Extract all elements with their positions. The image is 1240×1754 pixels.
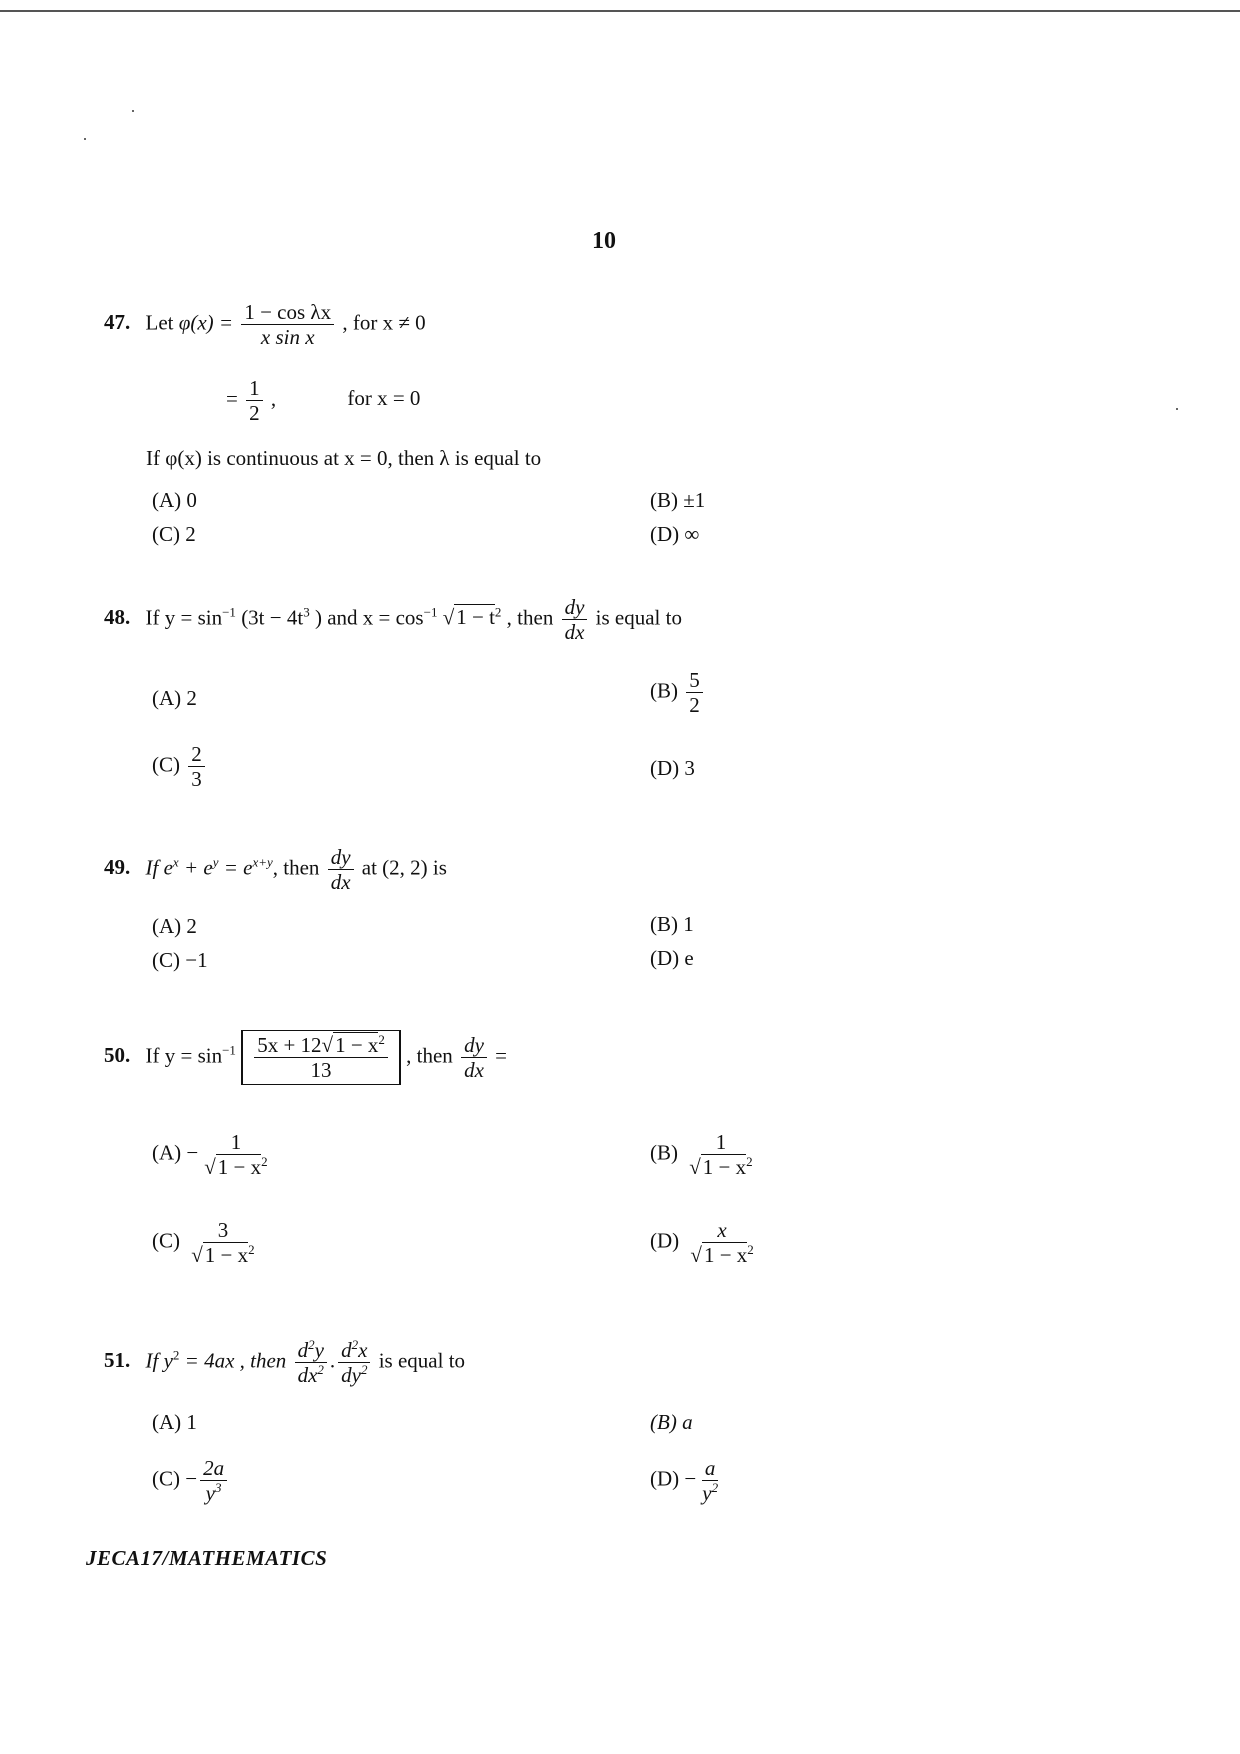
q48-option-a[interactable]: (A) 2 bbox=[152, 686, 197, 710]
question-51: 51. If $y^2 = 4ax$ , then $\frac{d^2y}{dx^2}$ . $\frac{d^2x}{dy^2}$ is equal to bbox=[104, 1337, 466, 1388]
q47-option-d[interactable]: (D) ∞ bbox=[650, 522, 700, 546]
q50-denominator: 13 bbox=[310, 1058, 332, 1083]
q50-option-b[interactable] bbox=[650, 1130, 759, 1179]
q50-a-num: 1 bbox=[228, 1130, 245, 1155]
q50-c-fraction: $\frac{3}{√1 - x^2}$ bbox=[191, 1218, 255, 1268]
q50-dx: dx bbox=[464, 1058, 484, 1083]
q49-derivative bbox=[328, 845, 354, 894]
q51-second-derivative-y: $\frac{d^2y}{dx^2}$ bbox=[295, 1338, 327, 1387]
q48-b-num: 5 bbox=[686, 668, 703, 693]
q47-sep: , bbox=[270, 386, 277, 411]
question-number: 51. bbox=[104, 1348, 131, 1373]
q51-d-label: (D) bbox=[650, 1466, 680, 1491]
q51-option-c[interactable] bbox=[152, 1456, 230, 1505]
page-number: 10 bbox=[592, 228, 616, 254]
q51-n1: d bbox=[297, 1338, 309, 1362]
q47-half-den: 2 bbox=[249, 401, 260, 426]
q50-b-den: 1 − x bbox=[702, 1155, 747, 1180]
q48-c-fraction bbox=[188, 742, 205, 791]
q50-b-num: 1 bbox=[713, 1130, 730, 1155]
q48-part-a: If y = sin bbox=[145, 605, 223, 630]
q50-part-b: , then bbox=[406, 1043, 453, 1068]
q48-c-den: 3 bbox=[191, 767, 202, 792]
q51-c-den: y bbox=[205, 1481, 215, 1506]
q49-part-d: , then bbox=[272, 855, 320, 880]
q48-derivative bbox=[562, 595, 588, 644]
q50-numerator: $5x + 12√1 - x^2$ bbox=[254, 1033, 388, 1058]
question-number: 50. bbox=[104, 1043, 131, 1068]
q50-num-text: 5x + 12 bbox=[257, 1033, 322, 1057]
q51-d-fraction: $\frac{a}{y^2}$ bbox=[702, 1456, 719, 1506]
q47-condition: , for x ≠ 0 bbox=[342, 310, 426, 335]
q50-b-fraction: $\frac{1}{√1 - x^2}$ bbox=[689, 1130, 753, 1180]
q48-part-e: , then bbox=[506, 605, 554, 630]
q47-option-a[interactable]: (A) 0 bbox=[152, 488, 197, 512]
q49-dx: dx bbox=[330, 870, 351, 895]
q50-a-sign: − bbox=[186, 1140, 199, 1165]
q51-part-c: is equal to bbox=[378, 1348, 466, 1373]
q50-a-den: 1 − x bbox=[217, 1155, 262, 1180]
q50-b-label: (B) bbox=[650, 1140, 678, 1165]
q47-option-c[interactable]: (C) 2 bbox=[152, 522, 196, 546]
q47-denominator: x sin x bbox=[260, 325, 315, 350]
q50-dy: dy bbox=[461, 1033, 487, 1058]
q50-part-a: If y = sin bbox=[145, 1043, 223, 1068]
q50-part-c: = bbox=[495, 1043, 507, 1068]
q50-a-label: (A) bbox=[152, 1140, 182, 1165]
q47-fn: φ(x) = bbox=[178, 310, 234, 335]
q51-c-fraction: $\frac{2a}{y^3}$ bbox=[200, 1456, 227, 1505]
top-rule bbox=[0, 10, 1240, 12]
question-number: 47. bbox=[104, 310, 131, 335]
q49-option-c[interactable]: (C) −1 bbox=[152, 948, 208, 972]
q50-a-fraction: $\frac{1}{√1 - x^2}$ bbox=[204, 1130, 268, 1180]
q51-d-den: y bbox=[702, 1481, 712, 1506]
q47-cond2: for x = 0 bbox=[347, 386, 421, 411]
q51-option-a[interactable]: (A) 1 bbox=[152, 1410, 197, 1434]
q51-second-derivative-x: $\frac{d^2x}{dy^2}$ bbox=[338, 1338, 370, 1387]
q48-c-num: 2 bbox=[188, 742, 205, 767]
q47-numerator: 1 − cos λx bbox=[241, 300, 334, 325]
question-49: 49. If $e^x + e^y = e^{x+y}$, then $\frac{dy}{dx}$ at (2, 2) is bbox=[104, 845, 447, 895]
q50-d-label: (D) bbox=[650, 1228, 680, 1253]
q48-b-fraction bbox=[686, 668, 703, 717]
q51-option-b[interactable]: (B) a bbox=[650, 1410, 693, 1434]
footer-code: JECA17/MATHEMATICS bbox=[86, 1546, 328, 1570]
q48-part-b: (3t − 4t bbox=[241, 605, 304, 630]
q50-fraction bbox=[254, 1033, 388, 1082]
question-47 bbox=[104, 300, 426, 349]
q51-d-num: a bbox=[702, 1456, 719, 1481]
q47-line2 bbox=[226, 376, 420, 425]
scan-speck bbox=[84, 138, 86, 140]
question-number: 48. bbox=[104, 605, 131, 630]
q48-dy: dy bbox=[562, 595, 588, 620]
q50-derivative bbox=[461, 1033, 487, 1082]
q48-option-d[interactable]: (D) 3 bbox=[650, 756, 695, 780]
q51-d-sign: − bbox=[684, 1466, 697, 1491]
q50-c-label: (C) bbox=[152, 1228, 180, 1253]
q47-lead: Let bbox=[145, 310, 174, 335]
q50-c-den: 1 − x bbox=[204, 1243, 249, 1268]
q47-half-num: 1 bbox=[246, 376, 263, 401]
q48-c-label: (C) bbox=[152, 752, 180, 777]
q47-fraction bbox=[241, 300, 334, 349]
q49-part-e: at (2, 2) is bbox=[361, 855, 447, 880]
q49-option-d[interactable]: (D) e bbox=[650, 946, 694, 970]
q50-option-a[interactable] bbox=[152, 1130, 274, 1179]
q51-n2: d bbox=[341, 1338, 352, 1362]
q48-part-f: is equal to bbox=[595, 605, 682, 630]
q51-part-b: = 4ax , then bbox=[184, 1348, 287, 1373]
q48-b-label: (B) bbox=[650, 678, 678, 703]
q49-part-c: = e bbox=[223, 855, 253, 880]
question-number: 49. bbox=[104, 855, 131, 880]
q49-option-b[interactable]: (B) 1 bbox=[650, 912, 694, 936]
scan-speck bbox=[132, 110, 134, 112]
q47-option-b[interactable]: (B) ±1 bbox=[650, 488, 706, 512]
q47-eq: = bbox=[226, 386, 238, 411]
q48-radicand: 1 − t bbox=[456, 605, 495, 630]
q50-bracket bbox=[241, 1030, 401, 1085]
q51-part-a: If y bbox=[145, 1348, 173, 1373]
q51-n2b: x bbox=[358, 1338, 368, 1362]
q50-option-d[interactable] bbox=[650, 1218, 760, 1267]
q51-d1: dx bbox=[297, 1363, 318, 1388]
q51-c-num: 2a bbox=[200, 1456, 227, 1481]
q48-part-c: ) and x = cos bbox=[314, 605, 424, 630]
q50-radicand: 1 − x bbox=[335, 1033, 379, 1057]
q50-d-fraction: $\frac{x}{√1 - x^2}$ bbox=[690, 1218, 754, 1268]
q50-option-c[interactable] bbox=[152, 1218, 261, 1267]
q51-n1b: y bbox=[314, 1338, 324, 1362]
q49-dy: dy bbox=[328, 845, 354, 870]
q50-d-num: x bbox=[714, 1218, 729, 1243]
question-50: 50. If $y = \sin^{-1}$ $\frac{5x + 12√1 - x^2}{13}$ , then $\frac{dy}{dx}$ = bbox=[104, 1030, 507, 1085]
q48-b-den: 2 bbox=[689, 693, 700, 718]
q47-stem: If φ(x) is continuous at x = 0, then λ is equal to bbox=[146, 446, 542, 470]
q51-option-d[interactable] bbox=[650, 1456, 724, 1505]
q48-option-c[interactable] bbox=[152, 742, 208, 791]
q50-c-num: 3 bbox=[215, 1218, 232, 1243]
q50-d-den: 1 − x bbox=[703, 1243, 748, 1268]
q49-part-b: + e bbox=[183, 855, 213, 880]
scan-speck bbox=[1176, 408, 1178, 410]
q47-half bbox=[246, 376, 263, 425]
q51-c-label: (C) bbox=[152, 1466, 180, 1491]
q51-d2: dy bbox=[341, 1363, 361, 1388]
q48-dx: dx bbox=[564, 620, 585, 645]
q51-c-sign: − bbox=[185, 1466, 198, 1491]
question-48: 48. If $y = \sin^{-1} (3t - 4t^3$ ) and $x = \cos^{-1} √1 - t^2$ , then $\frac{dy}{dx}$ is equal to bbox=[104, 595, 682, 645]
q49-part-a: If e bbox=[145, 855, 173, 880]
q48-option-b[interactable] bbox=[650, 668, 706, 717]
q49-option-a[interactable]: (A) 2 bbox=[152, 914, 197, 938]
